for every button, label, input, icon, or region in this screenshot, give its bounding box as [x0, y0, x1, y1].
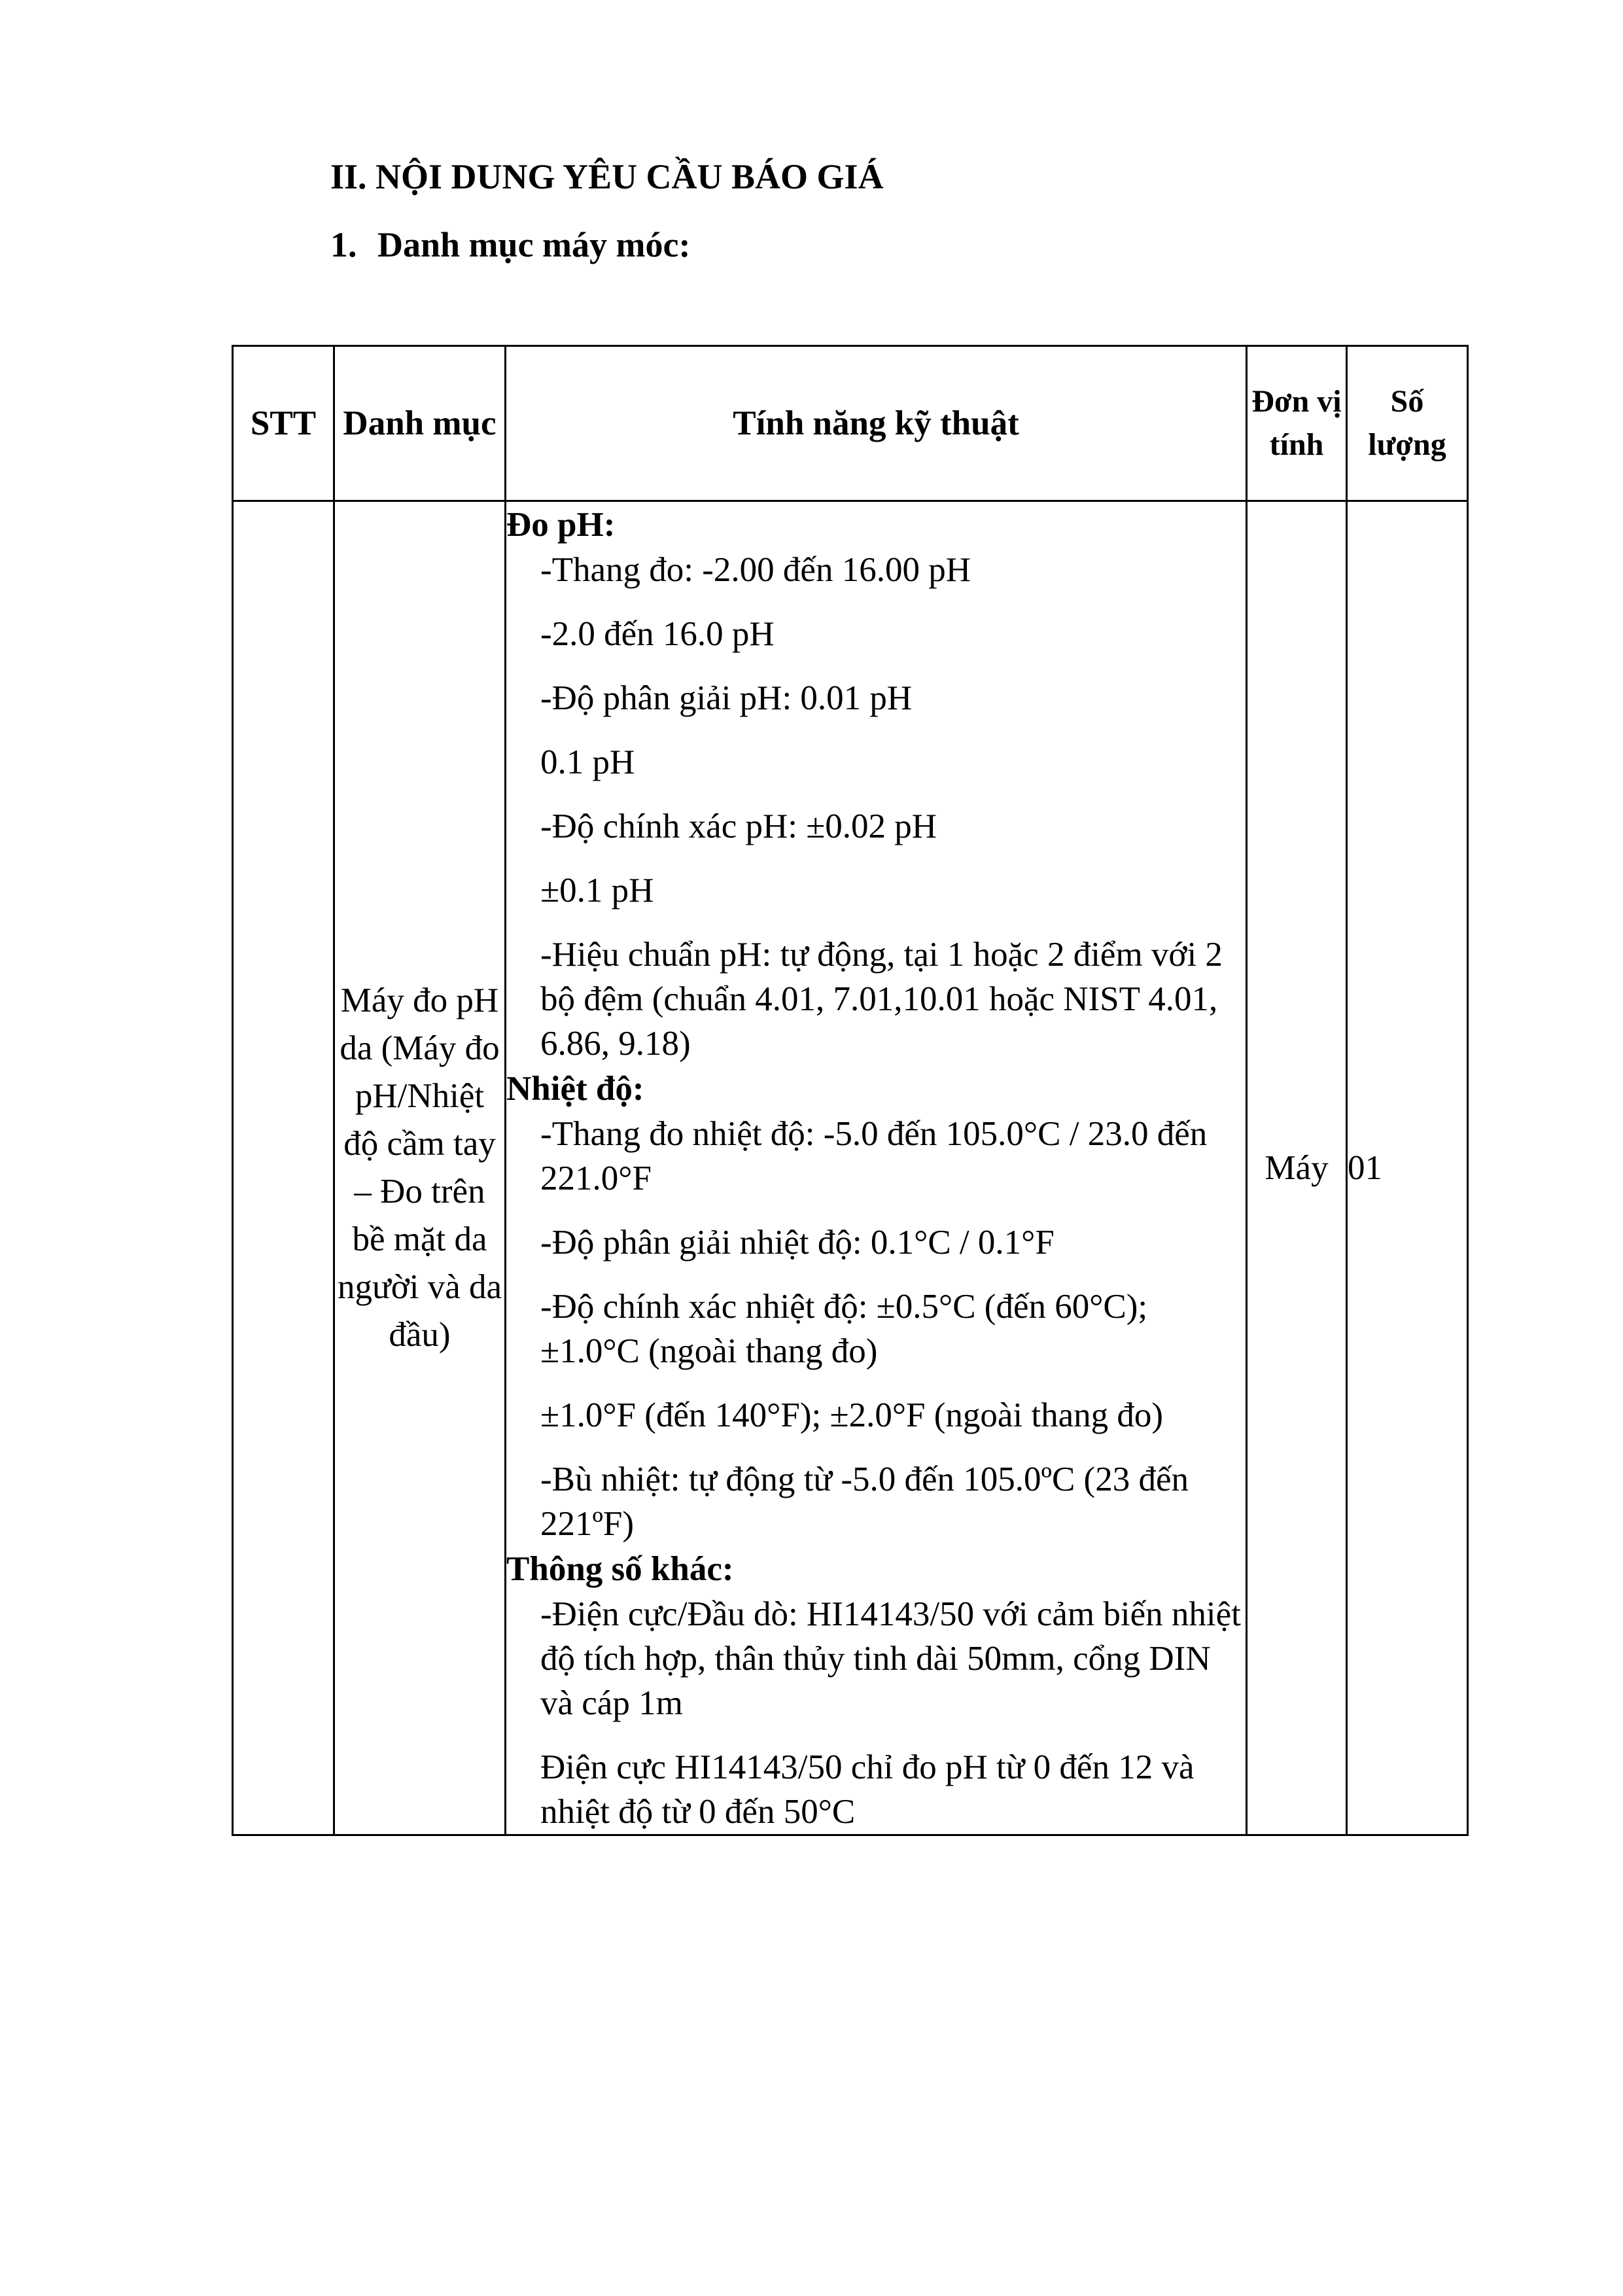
spec-item: -Thang đo nhiệt độ: -5.0 đến 105.0°C / 23.0 đến 221.0°F [540, 1115, 1208, 1197]
table-row [233, 501, 1468, 1835]
header-category: Danh mục [334, 346, 506, 501]
spec-item: -Hiệu chuẩn pH: tự động, tại 1 hoặc 2 điểm với 2 bộ đệm (chuẩn 4.01, 7.01,10.01 hoặc NIST 4.01, 6.86, 9.18) [540, 936, 1223, 1063]
spec-item: ±0.1 pH [540, 872, 654, 910]
equipment-table [232, 345, 1469, 1836]
spec-item: 0.1 pH [540, 743, 635, 781]
subsection-heading [330, 224, 690, 266]
spec-item: Điện cực HI14143/50 chỉ đo pH từ 0 đến 12 và nhiệt độ từ 0 đến 50°C [540, 1748, 1195, 1831]
spec-item: -Độ phân giải nhiệt độ: 0.1°C / 0.1°F [540, 1224, 1055, 1262]
spec-item: -Độ phân giải pH: 0.01 pH [540, 679, 913, 717]
spec-group-title-other: Thông số khác: [506, 1550, 734, 1588]
header-quantity: Số lượng [1347, 346, 1468, 501]
cell-specs [506, 501, 1247, 1835]
cell-stt [233, 501, 334, 1835]
spec-item: -Bù nhiệt: tự động từ -5.0 đến 105.0ºC (23 đến 221ºF) [540, 1460, 1189, 1543]
cell-quantity: 01 [1347, 501, 1468, 1835]
cell-category: Máy đo pH da (Máy đo pH/Nhiệt độ cầm tay – Đo trên bề mặt da người và da đầu) [334, 501, 506, 1835]
spec-item: -Điện cực/Đầu dò: HI14143/50 với cảm biến nhiệt độ tích hợp, thân thủy tinh dài 50mm, cổng DIN và cáp 1m [540, 1595, 1241, 1722]
spec-item: ±1.0°F (đến 140°F); ±2.0°F (ngoài thang đo) [540, 1396, 1164, 1434]
cell-unit: Máy [1247, 501, 1347, 1835]
spec-group-title-temperature: Nhiệt độ: [506, 1070, 644, 1108]
spec-item: -2.0 đến 16.0 pH [540, 615, 775, 653]
table-header-row [233, 346, 1468, 501]
spec-group-title-ph: Đo pH: [506, 506, 616, 544]
section-heading: II. NỘI DUNG YÊU CẦU BÁO GIÁ [330, 157, 884, 196]
header-specs: Tính năng kỹ thuật [506, 346, 1247, 501]
subsection-title: Danh mục máy móc: [377, 225, 691, 264]
spec-item: -Độ chính xác pH: ±0.02 pH [540, 807, 937, 845]
spec-item: -Độ chính xác nhiệt độ: ±0.5°C (đến 60°C); ±1.0°C (ngoài thang đo) [540, 1288, 1148, 1370]
spec-item: -Thang đo: -2.00 đến 16.00 pH [540, 551, 971, 589]
subsection-number: 1. [330, 225, 357, 264]
header-stt: STT [233, 346, 334, 501]
header-unit: Đơn vị tính [1247, 346, 1347, 501]
